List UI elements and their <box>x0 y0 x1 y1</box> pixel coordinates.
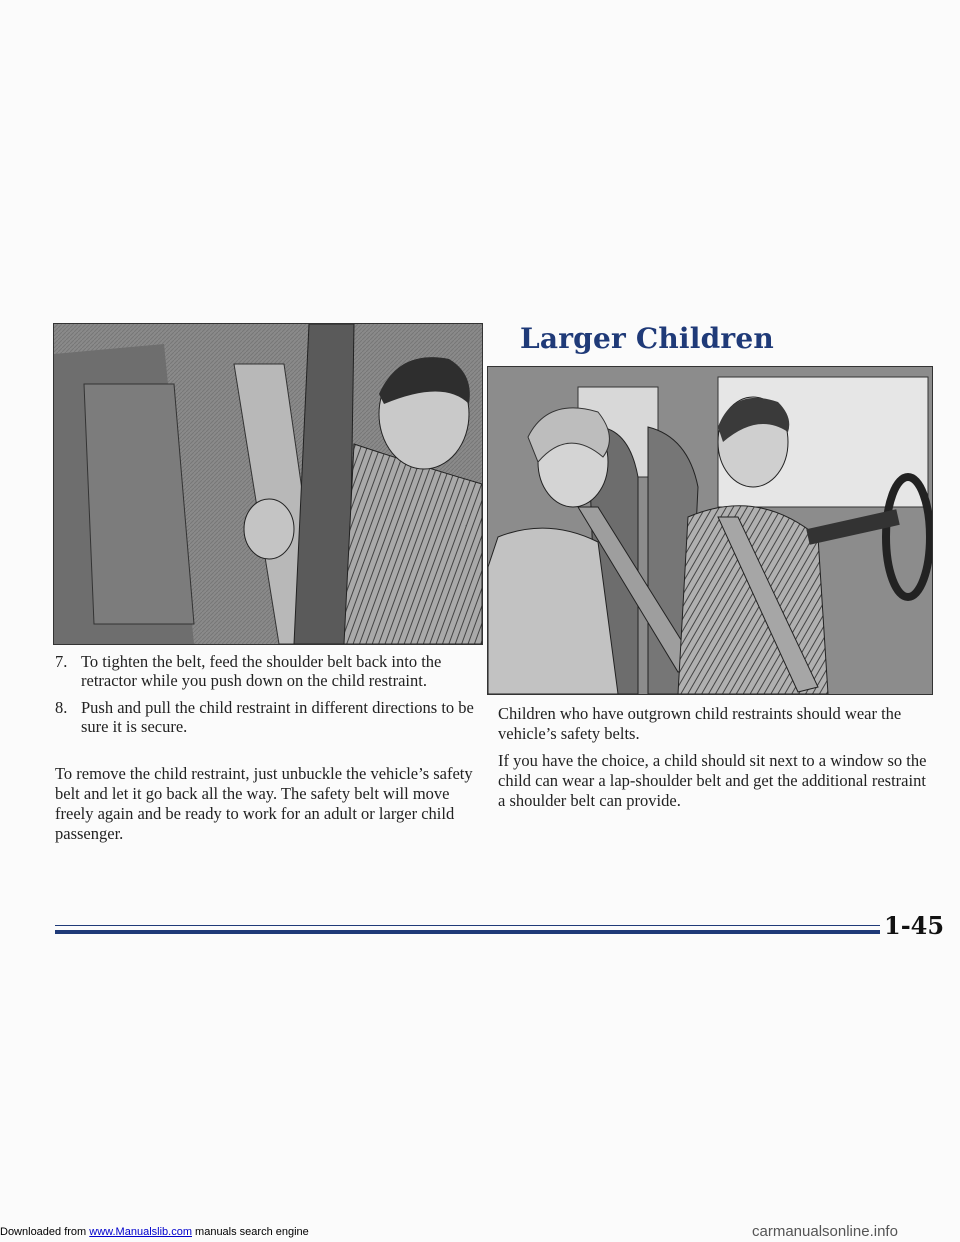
section-heading: Larger Children <box>520 322 774 355</box>
step-text: To tighten the belt, feed the shoulder belt back into the retractor while you push down on the child restraint. <box>81 652 442 690</box>
instruction-steps <box>55 652 475 744</box>
step-item <box>55 698 475 736</box>
download-prefix: Downloaded from <box>0 1226 90 1238</box>
site-watermark: carmanualsonline.info <box>752 1223 898 1240</box>
step-number: 8. <box>55 698 68 717</box>
outgrown-restraints-paragraph: Children who have outgrown child restraints should wear the vehicle’s safety belts. <box>498 704 902 743</box>
remove-restraint-paragraph: To remove the child restraint, just unbuckle the vehicle’s safety belt and let it go back all the way. The safety belt will move freely again and be ready to work for an adult or larger child passenger. <box>55 764 473 843</box>
download-bar <box>0 1226 309 1238</box>
page-number: 1-45 <box>884 911 945 940</box>
footer-rule-thin <box>55 925 880 926</box>
footer-rule-thick <box>55 930 880 934</box>
illustration-tighten-belt <box>53 323 483 645</box>
window-seat-paragraph: If you have the choice, a child should sit next to a window so the child can wear a lap-shoulder belt and get the additional restraint a shoulder belt can provide. <box>498 751 927 810</box>
illustration-larger-children <box>487 366 933 695</box>
step-text: Push and pull the child restraint in different directions to be sure it is secure. <box>81 698 474 736</box>
step-item <box>55 652 475 690</box>
manualslib-link[interactable]: www.Manualslib.com <box>89 1226 192 1238</box>
download-suffix: manuals search engine <box>191 1226 309 1238</box>
step-number: 7. <box>55 652 68 671</box>
